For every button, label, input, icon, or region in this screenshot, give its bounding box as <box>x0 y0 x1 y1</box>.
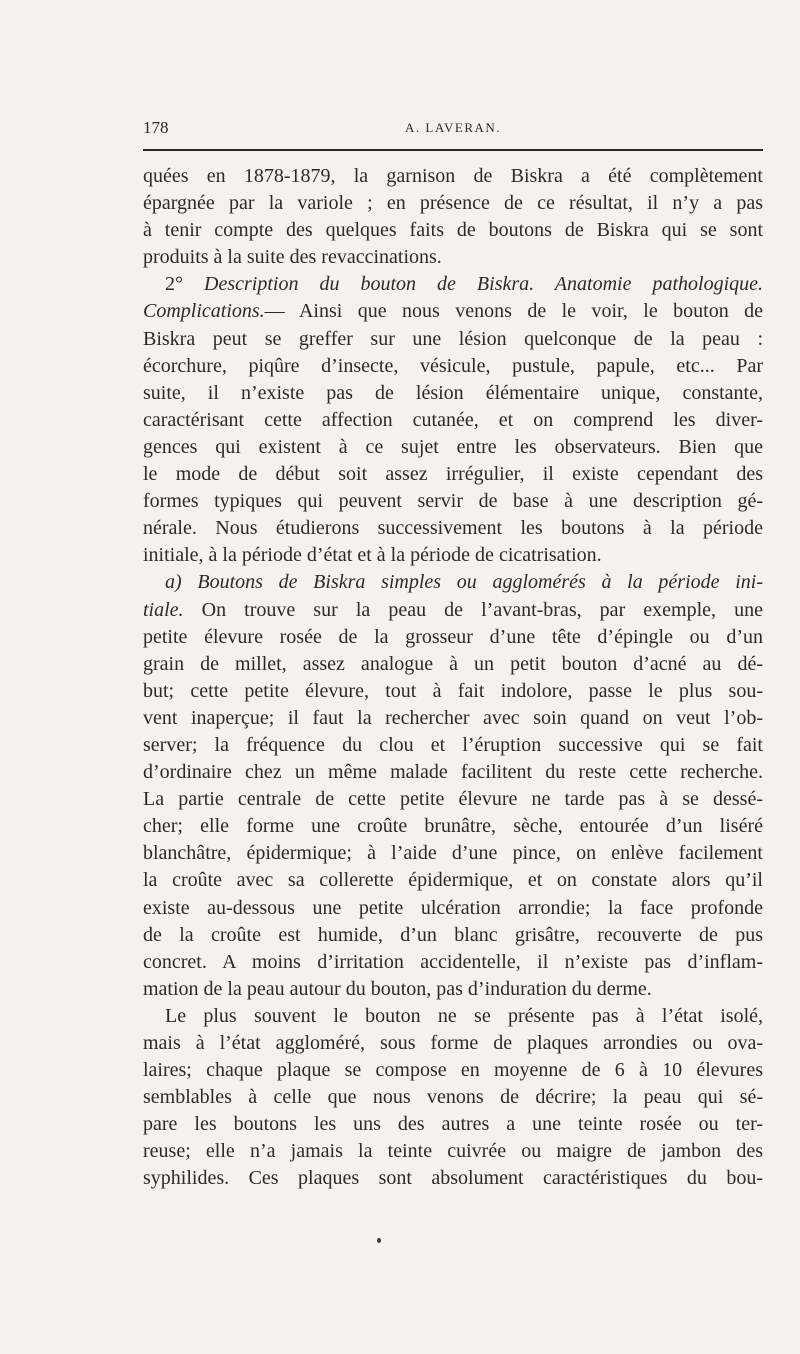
text-line <box>143 949 763 976</box>
text-span: concret. A moins d’irritation accidentelle, il n’existe pas d’inflam- <box>143 950 763 973</box>
text-span: mation de la peau autour du bouton, pas d’induration du derme. <box>143 977 652 1000</box>
text-span: d’ordinaire chez un même malade facilitent du reste cette recherche. <box>143 761 763 784</box>
text-line <box>143 1030 763 1057</box>
text-span: syphilides. Ces plaques sont absolument caractéristiques du bou- <box>143 1167 763 1190</box>
text-span: La partie centrale de cette petite élevure ne tarde pas à se dessé- <box>143 788 763 811</box>
text-line <box>143 353 763 380</box>
text-span: cher; elle forme une croûte brunâtre, sèche, entourée d’un liséré <box>143 815 763 838</box>
text-span: écorchure, piqûre d’insecte, vésicule, pustule, papule, etc... Par <box>143 354 763 377</box>
text-span: gences qui existent à ce sujet entre les observateurs. Bien que <box>143 435 763 458</box>
text-line <box>143 1057 763 1084</box>
text-line <box>143 163 763 190</box>
text-span: Le plus souvent le bouton ne se présente pas à l’état isolé, <box>165 1004 763 1027</box>
text-span: server; la fréquence du clou et l’éruption successive qui se fait <box>143 733 763 756</box>
text-span: nérale. Nous étudierons successivement les boutons à la période <box>143 517 763 540</box>
text-line <box>143 434 763 461</box>
body-text <box>143 163 763 1193</box>
text-line <box>143 1138 763 1165</box>
text-line <box>143 840 763 867</box>
text-span: quées en 1878-1879, la garnison de Biskra a été complètement <box>143 165 763 187</box>
text-line <box>143 813 763 840</box>
text-span: laires; chaque plaque se compose en moyenne de 6 à 10 élevures <box>143 1059 763 1082</box>
text-line <box>143 976 763 1003</box>
text-line <box>143 380 763 407</box>
italic-span: Complications. <box>143 300 265 323</box>
text-line <box>143 515 763 542</box>
text-line <box>143 569 763 596</box>
text-line <box>143 867 763 894</box>
text-line <box>143 271 763 298</box>
text-span: initiale, à la période d’état et à la période de cicatrisation. <box>143 544 602 567</box>
italic-span: a) Boutons de Biskra simples ou agglomérés à la période ini- <box>165 571 763 594</box>
page-number: 178 <box>143 118 169 137</box>
text-line <box>143 732 763 759</box>
text-span: la croûte avec sa collerette épidermique, et on constate alors qu’il <box>143 869 763 892</box>
italic-span: Description du bouton de Biskra. Anatomie pathologique. <box>204 273 764 296</box>
italic-span: tiale. <box>143 598 184 621</box>
running-head: A. LAVERAN. <box>405 120 502 135</box>
text-span: formes typiques qui peuvent servir de base à une description gé- <box>143 490 763 513</box>
text-span: épargnée par la variole ; en présence de ce résultat, il n’y a pas <box>143 192 763 215</box>
text-span: mais à l’état aggloméré, sous forme de plaques arrondies ou ova- <box>143 1032 763 1054</box>
text-span: Biskra peut se greffer sur une lésion quelconque de la peau : <box>143 327 763 350</box>
text-span: grain de millet, assez analogue à un petit bouton d’acné au dé- <box>143 652 763 675</box>
text-span: semblables à celle que nous venons de décrire; la peau qui sé- <box>143 1086 763 1109</box>
text-span: pare les boutons les uns des autres a une teinte rosée ou ter- <box>143 1113 763 1136</box>
text-line <box>143 542 763 569</box>
ink-speck <box>377 1238 381 1243</box>
text-span: caractérisant cette affection cutanée, et on comprend les diver- <box>143 408 763 431</box>
text-span: petite élevure rosée de la grosseur d’une tête d’épingle ou d’un <box>143 625 763 648</box>
text-span: blanchâtre, épidermique; à l’aide d’une pince, on enlève facilement <box>143 842 763 865</box>
text-line <box>143 326 763 353</box>
text-line <box>143 407 763 434</box>
text-line <box>143 651 763 678</box>
text-span: existe au-dessous une petite ulcération arrondie; la face profonde <box>143 896 763 919</box>
text-line <box>143 786 763 813</box>
text-span: de la croûte est humide, d’un blanc grisâtre, recouverte de pus <box>143 923 763 946</box>
text-span: vent inaperçue; il faut la rechercher avec soin quand on veut l’ob- <box>143 706 763 729</box>
text-line <box>143 624 763 651</box>
text-span: On trouve sur la peau de l’avant-bras, par exemple, une <box>183 598 763 621</box>
text-span: but; cette petite élevure, tout à fait indolore, passe le plus sou- <box>143 679 763 702</box>
text-line <box>143 461 763 488</box>
text-line <box>143 922 763 949</box>
text-line <box>143 1084 763 1111</box>
text-span: suite, il n’existe pas de lésion élémentaire unique, constante, <box>143 381 763 404</box>
header-rule <box>143 149 763 151</box>
text-line <box>143 1111 763 1138</box>
text-line <box>143 759 763 786</box>
text-line <box>143 217 763 244</box>
text-line <box>143 895 763 922</box>
text-span: le mode de début soit assez irrégulier, il existe cependant des <box>143 463 763 486</box>
text-span: — Ainsi que nous venons de le voir, le bouton de <box>264 300 763 323</box>
text-span: reuse; elle n’a jamais la teinte cuivrée ou maigre de jambon des <box>143 1140 763 1163</box>
text-line <box>143 1165 763 1192</box>
text-span: produits à la suite des revaccinations. <box>143 246 442 269</box>
text-line <box>143 705 763 732</box>
page-header <box>143 118 763 142</box>
text-span: 2° <box>165 273 205 296</box>
text-line <box>143 244 763 271</box>
text-line <box>143 190 763 217</box>
text-span: à tenir compte des quelques faits de boutons de Biskra qui se sont <box>143 219 763 242</box>
text-line <box>143 678 763 705</box>
text-line <box>143 1003 763 1030</box>
text-line <box>143 597 763 624</box>
text-line <box>143 488 763 515</box>
text-line <box>143 298 763 325</box>
